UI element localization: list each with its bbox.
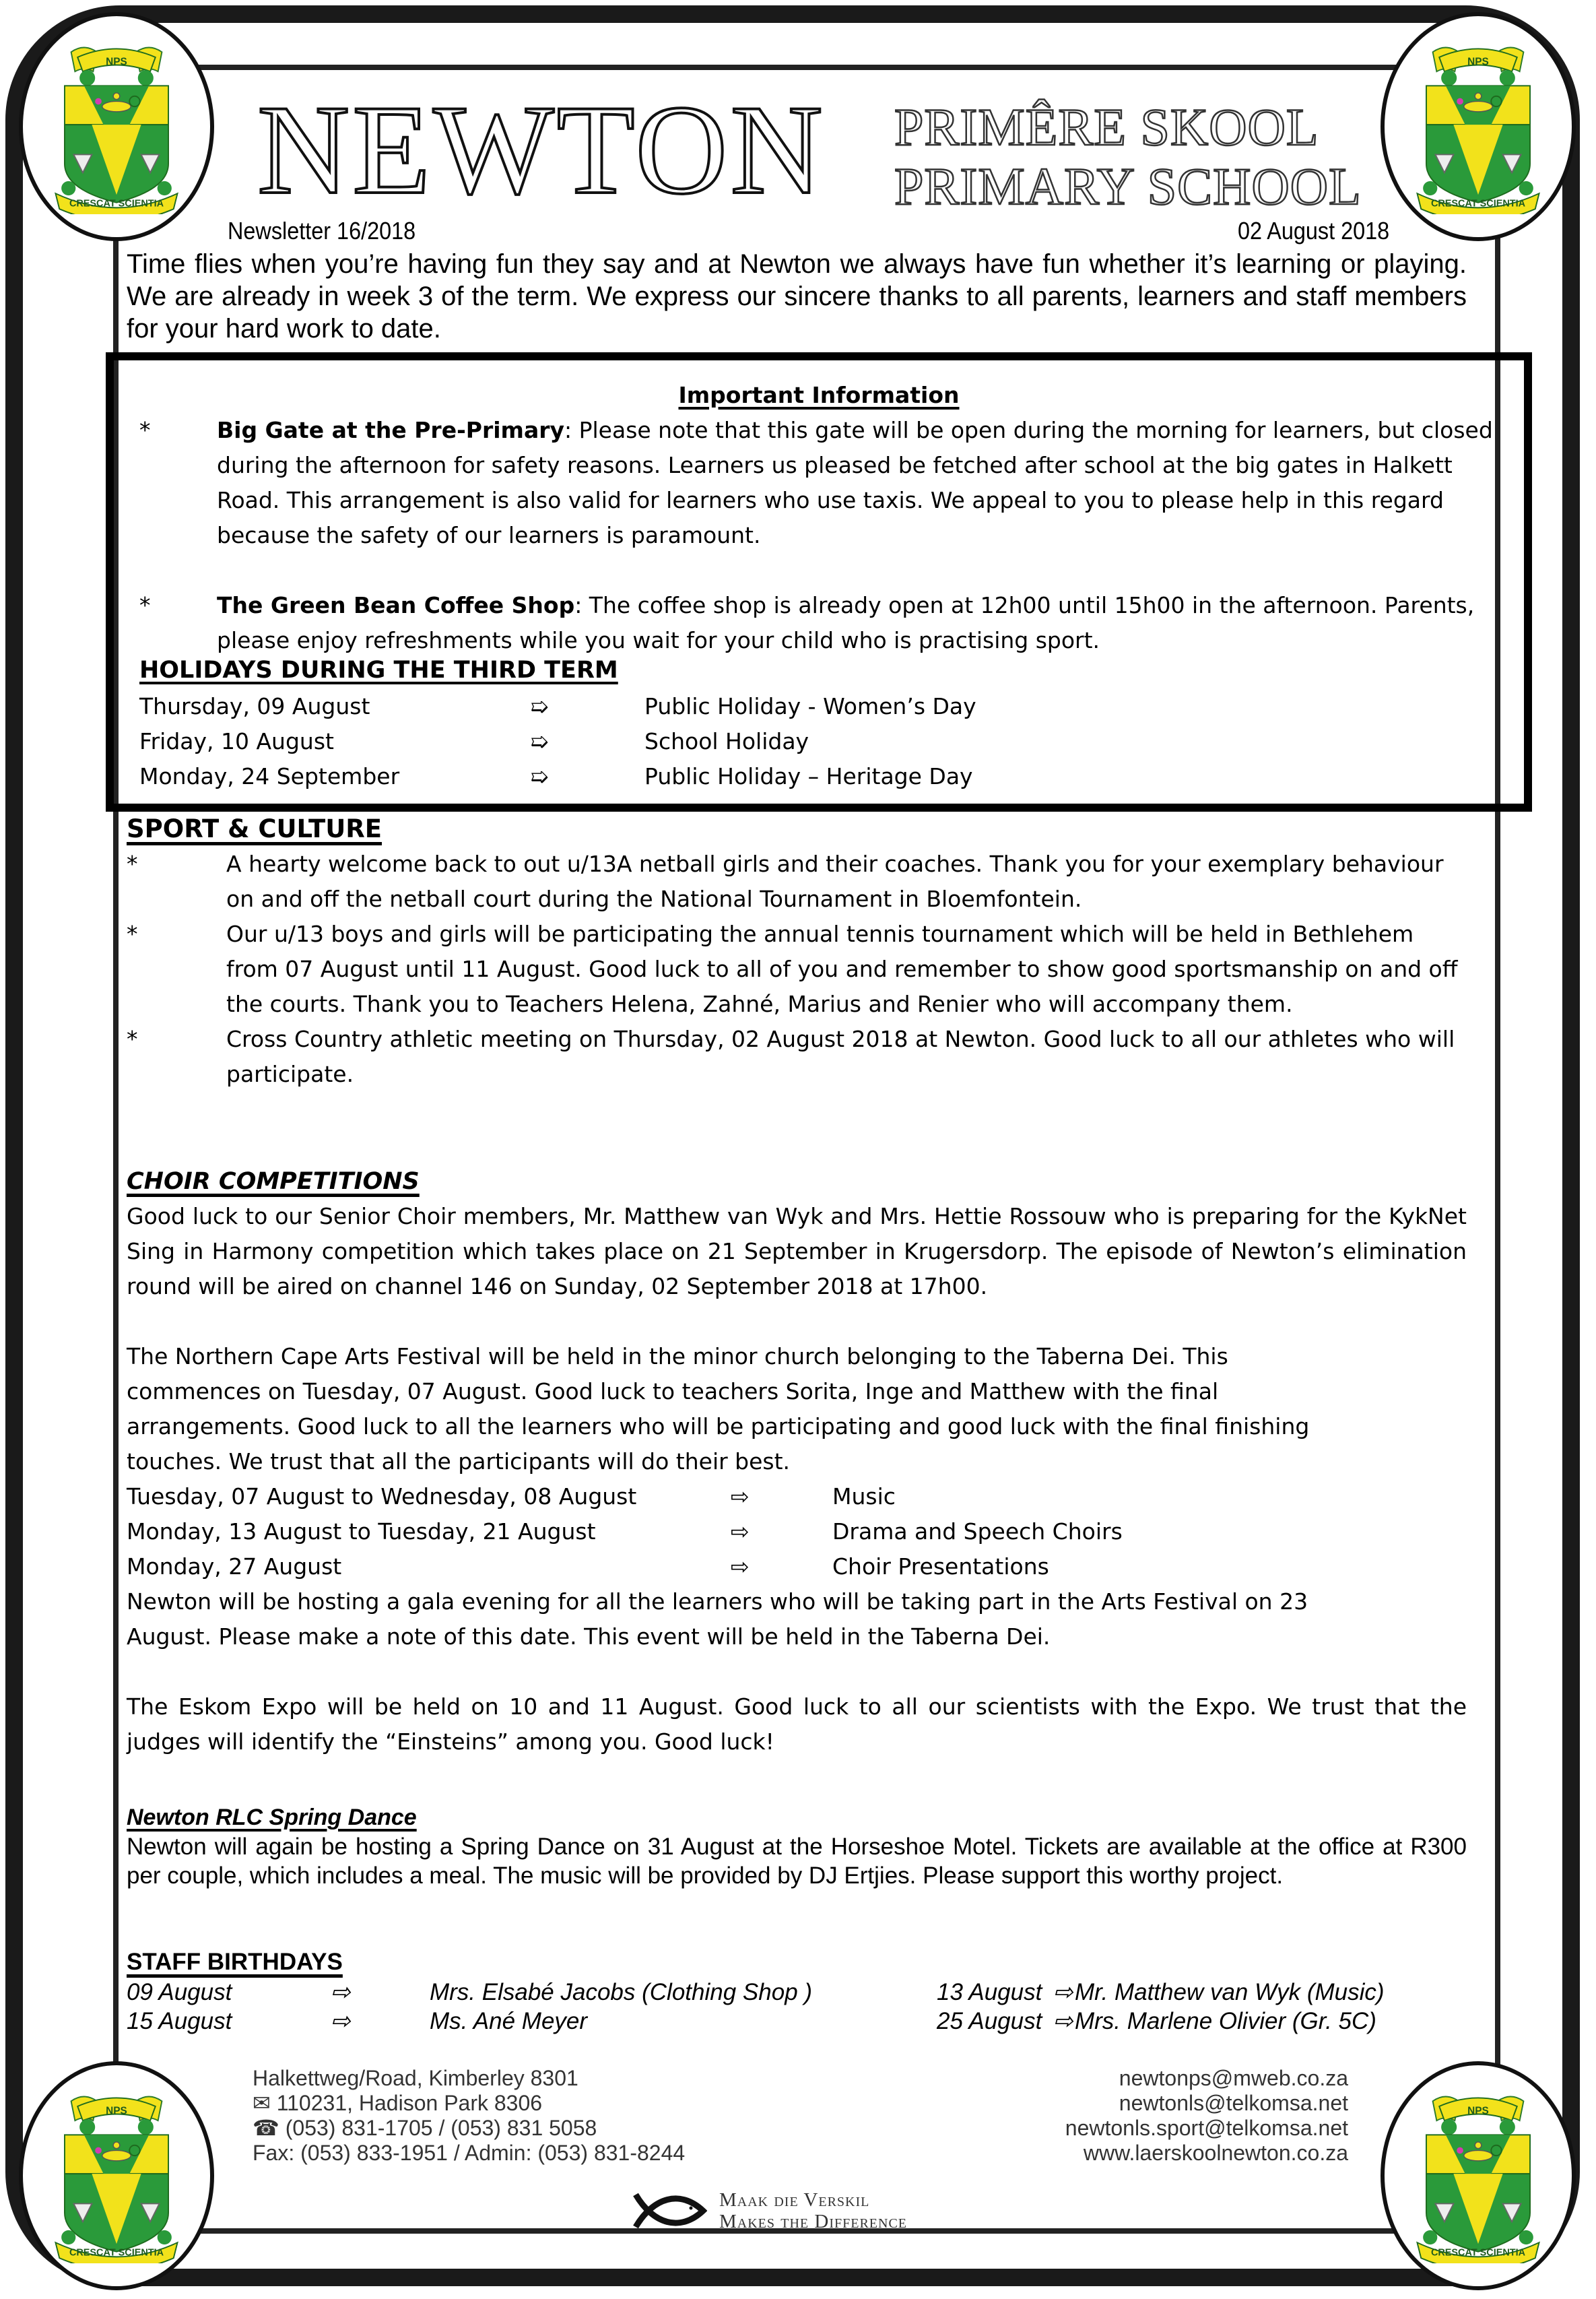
important-information-box: Important Information * Big Gate at the Pre-Primary: Please note that this gate will be open during the morning for learners, but closed during the afternoon for safety reasons. Learners us pleased be fetched after school at the big gates in Halkett Road. This arrangement is also valid for learners who use taxis. We appeal to you to please help in this regard because the safety of our learners is paramount. * The Green Bean Coffee Shop: The coffee shop is already open at 12h00 until 15h00 in the afternoon. Parents, please enjoy refreshments while you wait for your child who is practising sport. HOLIDAYS DURING THE THIRD TERM Thursday, 09 August ➯ Public Holiday - Women’s Day Friday, 10 August ➯ School Holiday Monday, 24 September ➯ Public Holiday – Heritage Day — [106, 352, 1532, 812]
telephone-icon: ☎ — [253, 2116, 286, 2140]
arrow-icon: ⇨ — [731, 1483, 750, 1510]
staff-birthdays-heading: STAFF BIRTHDAYS — [127, 1949, 343, 1975]
info-item-big-gate — [139, 413, 1506, 553]
footer-motto — [633, 2189, 907, 2232]
footer-email[interactable]: newtonls@telkomsa.net — [1119, 2091, 1348, 2115]
intro-paragraph: Time flies when you’re having fun they say and at Newton we always have fun whether it’s learning or playing. We are already in week 3 of the term. We express our sincere thanks to all parents, learners and staff members for your hard work to date. — [127, 249, 1467, 344]
motto-afrikaans: Maak die Verskil — [719, 2189, 870, 2211]
crest-icon — [49, 39, 184, 214]
footer-postal: ✉ 110231, Hadison Park 8306 — [253, 2091, 543, 2115]
holidays-heading: HOLIDAYS DURING THE THIRD TERM — [139, 657, 618, 684]
envelope-icon: ✉ — [253, 2091, 277, 2115]
info-item-heading: Big Gate at the Pre-Primary — [217, 417, 564, 443]
masthead-subtitle — [894, 98, 1362, 220]
sport-culture-section — [127, 812, 1467, 1092]
arts-festival-paragraph: The Northern Cape Arts Festival will be held in the minor church belonging to the Taberna Dei. This commences on Tuesday, 07 August. Good luck to teachers Sorita, Inge and Matthew with the final arrangements. Good luck to all the learners who will be participating and good luck with the final finishing touches. We trust that all the participants will do their best. — [127, 1343, 1310, 1475]
footer-email[interactable]: newtonps@mweb.co.za — [1119, 2066, 1348, 2090]
school-crest-logo-top-right — [1381, 12, 1576, 241]
choir-section — [127, 1164, 1467, 1759]
sport-item: * A hearty welcome back to out u/13A netball girls and their coaches. Thank you for your exemplary behaviour on and off the netball court during the National Tournament in Bloemfontein. — [127, 847, 1467, 917]
svg-text:CRESCAT SCIENTIA: CRESCAT SCIENTIA — [1430, 2247, 1526, 2259]
sport-item: * Cross Country athletic meeting on Thursday, 02 August 2018 at Newton. Good luck to all our athletes who will participate. — [127, 1022, 1467, 1092]
subtitle-english: PRIMARY SCHOOL — [894, 157, 1362, 216]
footer-website[interactable]: www.laerskoolnewton.co.za — [1083, 2141, 1348, 2165]
newsletter-date: 02 August 2018 — [1238, 217, 1390, 245]
arrow-icon: ⇨ — [1053, 1979, 1073, 2005]
staff-birthdays-section — [127, 1947, 1467, 2036]
svg-text:NPS: NPS — [106, 56, 127, 68]
school-crest-logo-bottom-left — [19, 2061, 214, 2290]
bullet: * — [139, 417, 151, 443]
subtitle-afrikaans: PRIMÊRE SKOOL — [894, 98, 1319, 156]
arrow-icon: ➯ — [530, 693, 549, 719]
footer-email[interactable]: newtonls.sport@telkomsa.net — [1065, 2116, 1348, 2140]
bullet: * — [127, 851, 138, 877]
gala-evening-paragraph: Newton will be hosting a gala evening for all the learners who will be taking part in the Arts Festival on 23 August. Please make a note of this date. This event will be held in the Taberna Dei. — [127, 1588, 1308, 1650]
bullet: * — [127, 1026, 138, 1052]
svg-text:CRESCAT SCIENTIA: CRESCAT SCIENTIA — [1430, 198, 1526, 209]
school-crest-logo-top-left — [19, 12, 214, 241]
info-item-coffee-shop — [139, 588, 1506, 658]
svg-text:CRESCAT SCIENTIA: CRESCAT SCIENTIA — [69, 2247, 164, 2259]
crest-icon — [1411, 39, 1545, 214]
arrow-icon: ⇨ — [731, 1553, 750, 1580]
footer-fax: Fax: (053) 833-1951 / Admin: (053) 831-8244 — [253, 2141, 686, 2165]
birthday-row: 09 August ⇨ Mrs. Elsabé Jacobs (Clothing Shop ) 13 August ⇨ Mr. Matthew van Wyk (Music) — [127, 1979, 1385, 2005]
bullet: * — [139, 592, 151, 618]
newsletter-number: Newsletter 16/2018 — [228, 217, 416, 245]
footer-contact — [253, 2066, 685, 2166]
important-information-title: Important Information — [678, 382, 960, 408]
crest-icon — [1411, 2088, 1545, 2263]
arrow-icon: ⇨ — [331, 1979, 351, 2005]
choir-heading: CHOIR COMPETITIONS — [127, 1168, 420, 1195]
school-crest-logo-bottom-right — [1381, 2061, 1576, 2290]
sport-culture-heading: SPORT & CULTURE — [127, 814, 383, 843]
footer-phone: ☎ (053) 831-1705 / (053) 831 5058 — [253, 2116, 597, 2140]
sport-item: * Our u/13 boys and girls will be participating the annual tennis tournament which will be held in Bethlehem from 07 August until 11 August. Good luck to all of you and remember to show good sportsmanship on and off the courts. Thank you to Teachers Helena, Zahné, Marius and Renier who will accompany them. — [127, 917, 1467, 1022]
arrow-icon: ⇨ — [331, 2008, 351, 2034]
masthead-title: NEWTON — [257, 79, 826, 221]
svg-text:CRESCAT SCIENTIA: CRESCAT SCIENTIA — [69, 198, 164, 209]
spring-dance-paragraph: Newton will again be hosting a Spring Dance on 31 August at the Horseshoe Motel. Tickets are available at the office at R300 per couple, which includes a meal. The music will be provided by DJ Ertjies. Please support this worthy project. — [127, 1834, 1467, 1889]
schedule-row: Tuesday, 07 August to Wednesday, 08 August ⇨ Music — [127, 1479, 1467, 1514]
schedule-row: Monday, 13 August to Tuesday, 21 August ⇨ Drama and Speech Choirs — [127, 1514, 1467, 1549]
svg-text:NPS: NPS — [1467, 56, 1489, 68]
info-item-heading: The Green Bean Coffee Shop — [217, 592, 575, 618]
info-item-text: : The coffee shop is already open at 12h00 until 15h00 in the afternoon. Parents, please enjoy refreshments while you wait for your child who is practising sport. — [217, 592, 1475, 653]
footer-address: Halkettweg/Road, Kimberley 8301 — [253, 2066, 578, 2090]
schedule-row: Monday, 27 August ⇨ Choir Presentations — [127, 1549, 1467, 1584]
arrow-icon: ⇨ — [1053, 2008, 1073, 2034]
svg-text:NPS: NPS — [106, 2105, 127, 2117]
footer-online — [1065, 2066, 1348, 2166]
arrow-icon: ➯ — [530, 763, 549, 789]
eskom-expo-paragraph: The Eskom Expo will be held on 10 and 11 August. Good luck to all our scientists with the Expo. We trust that the judges will identify the “Einsteins” among you. Good luck! — [127, 1693, 1467, 1755]
spring-dance-heading: Newton RLC Spring Dance — [127, 1805, 417, 1830]
fish-icon — [633, 2191, 707, 2231]
spring-dance-section — [127, 1803, 1467, 1890]
crest-icon — [49, 2088, 184, 2263]
info-item-text: : Please note that this gate will be open during the morning for learners, but closed during the afternoon for safety reasons. Learners us pleased be fetched after school at the big gates in Halkett Road. This arrangement is also valid for learners who use taxis. We appeal to you to please help in this regard because the safety of our learners is paramount. — [217, 417, 1493, 548]
arrow-icon: ⇨ — [731, 1518, 750, 1545]
motto-english: Makes the Difference — [719, 2211, 908, 2232]
bullet: * — [127, 921, 138, 947]
svg-text:NPS: NPS — [1467, 2105, 1489, 2117]
choir-paragraph: Good luck to our Senior Choir members, Mr. Matthew van Wyk and Mrs. Hettie Rossouw who is preparing for the KykNet Sing in Harmony competition which takes place on 21 September in Krugersdorp. The episode of Newton’s elimination round will be aired on channel 146 on Sunday, 02 September 2018 at 17h00. — [127, 1203, 1467, 1299]
arrow-icon: ➯ — [530, 728, 549, 754]
birthday-row: 15 August ⇨ Ms. Ané Meyer 25 August ⇨ Mrs. Marlene Olivier (Gr. 5C) — [127, 2008, 1376, 2034]
